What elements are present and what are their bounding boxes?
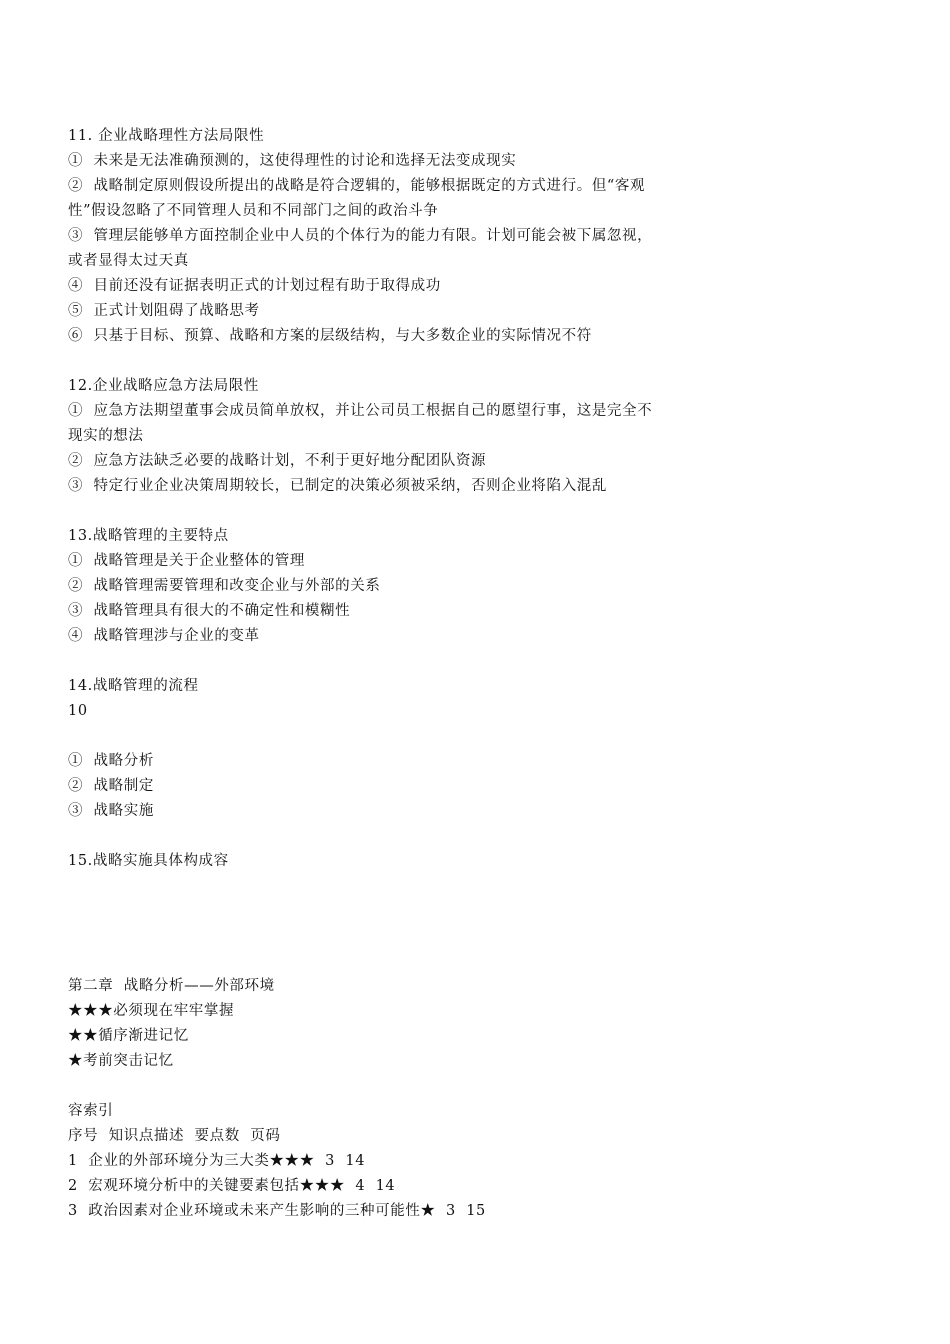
chapter-title: 第二章 战略分析——外部环境 bbox=[68, 978, 275, 994]
star-legend-item: ★★循序渐进记忆 bbox=[68, 1028, 189, 1044]
spacer bbox=[68, 649, 748, 674]
section-11-heading: 11. 企业战略理性方法局限性 bbox=[68, 128, 265, 144]
section-11-item: ④ 目前还没有证据表明正式的计划过程有助于取得成功 bbox=[68, 278, 441, 294]
section-13-heading: 13.战略管理的主要特点 bbox=[68, 528, 229, 544]
section-13-item: ③ 战略管理具有很大的不确定性和模糊性 bbox=[68, 603, 351, 619]
spacer bbox=[68, 824, 748, 849]
section-13-item: ② 战略管理需要管理和改变企业与外部的关系 bbox=[68, 578, 381, 594]
section-14-item: ③ 战略实施 bbox=[68, 803, 154, 819]
section-15-heading: 15.战略实施具体构成容 bbox=[68, 853, 229, 869]
section-13-item: ④ 战略管理涉与企业的变革 bbox=[68, 628, 260, 644]
index-row: 2 宏观环境分析中的关键要素包括★★★ 4 14 bbox=[68, 1178, 396, 1194]
section-14-item: ① 战略分析 bbox=[68, 753, 154, 769]
spacer bbox=[68, 349, 748, 374]
section-12-heading: 12.企业战略应急方法局限性 bbox=[68, 378, 259, 394]
index-row: 1 企业的外部环境分为三大类★★★ 3 14 bbox=[68, 1153, 366, 1169]
section-11-item: 性”假设忽略了不同管理人员和不同部门之间的政治斗争 bbox=[68, 203, 439, 219]
document-page bbox=[68, 124, 748, 1224]
section-12-item: ① 应急方法期望董事会成员简单放权，并让公司员工根据自己的愿望行事，这是完全不 bbox=[68, 403, 653, 419]
spacer bbox=[68, 1074, 748, 1099]
section-14-heading: 14.战略管理的流程 bbox=[68, 678, 199, 694]
star-legend-item: ★考前突击记忆 bbox=[68, 1053, 174, 1069]
section-11-item: 或者显得太过天真 bbox=[68, 253, 189, 269]
index-header: 序号 知识点描述 要点数 页码 bbox=[68, 1128, 281, 1144]
section-11-item: ② 战略制定原则假设所提出的战略是符合逻辑的，能够根据既定的方式进行。但“客观 bbox=[68, 178, 646, 194]
spacer bbox=[68, 724, 748, 749]
section-13-item: ① 战略管理是关于企业整体的管理 bbox=[68, 553, 305, 569]
index-row: 3 政治因素对企业环境或未来产生影响的三种可能性★ 3 15 bbox=[68, 1203, 486, 1219]
section-11-item: ③ 管理层能够单方面控制企业中人员的个体行为的能力有限。计划可能会被下属忽视， bbox=[68, 228, 653, 244]
spacer bbox=[68, 874, 748, 974]
section-14-item: ② 战略制定 bbox=[68, 778, 154, 794]
section-11-item: ⑥ 只基于目标、预算、战略和方案的层级结构，与大多数企业的实际情况不符 bbox=[68, 328, 592, 344]
spacer bbox=[68, 499, 748, 524]
star-legend-item: ★★★必须现在牢牢掌握 bbox=[68, 1003, 235, 1019]
section-11-item: ① 未来是无法准确预测的，这使得理性的讨论和选择无法变成现实 bbox=[68, 153, 517, 169]
section-12-item: ③ 特定行业企业决策周期较长，已制定的决策必须被采纳，否则企业将陷入混乱 bbox=[68, 478, 607, 494]
index-title: 容索引 bbox=[68, 1103, 114, 1119]
page-number: 10 bbox=[68, 703, 88, 719]
section-12-item: 现实的想法 bbox=[68, 428, 144, 444]
section-12-item: ② 应急方法缺乏必要的战略计划，不利于更好地分配团队资源 bbox=[68, 453, 487, 469]
section-11-item: ⑤ 正式计划阻碍了战略思考 bbox=[68, 303, 260, 319]
